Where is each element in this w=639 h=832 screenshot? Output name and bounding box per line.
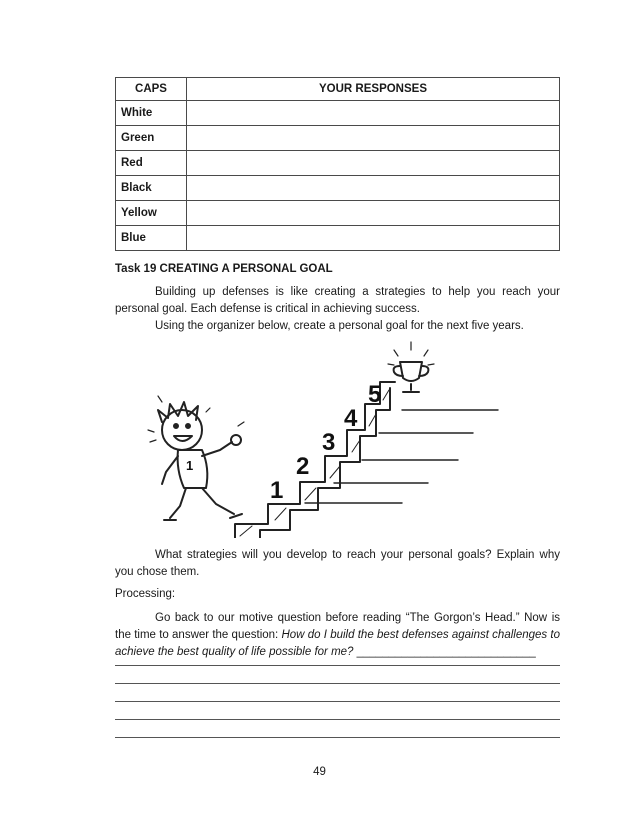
motive-question: How do I build the best defenses against challenges to achieve the best quality of life possible for me?: [115, 629, 560, 658]
answer-line[interactable]: [115, 684, 560, 702]
response-cell[interactable]: [187, 151, 560, 176]
answer-line[interactable]: [115, 720, 560, 738]
responses-header: YOUR RESPONSES: [187, 78, 560, 101]
cap-label: Red: [116, 151, 187, 176]
step-number-2: 2: [296, 453, 310, 480]
answer-blank: ____________________________: [356, 646, 536, 658]
step-number-5: 5: [368, 381, 382, 408]
step-number-1: 1: [270, 477, 284, 504]
task-paragraph-1: Building up defenses is like creating a strategies to help you reach your personal goal. Each defense is critical in achieving success.: [115, 286, 560, 315]
question-paragraph: What strategies will you develop to reach your personal goals? Explain why you chose them.: [115, 549, 560, 578]
processing-label: Processing:: [115, 588, 176, 600]
answer-lines: [115, 648, 560, 738]
shirt-number: 1: [186, 458, 194, 473]
caps-table-header-row: [116, 78, 560, 101]
answer-line[interactable]: [115, 648, 560, 666]
step-number-3: 3: [322, 429, 336, 456]
answer-line[interactable]: [115, 666, 560, 684]
task-title: Task 19 CREATING A PERSONAL GOAL: [115, 263, 333, 275]
staircase-goal-illustration: [140, 338, 510, 538]
step-number-4: 4: [344, 405, 358, 432]
response-cell[interactable]: [187, 101, 560, 126]
response-cell[interactable]: [187, 226, 560, 251]
response-cell[interactable]: [187, 201, 560, 226]
table-row: [116, 101, 560, 126]
table-row: [116, 226, 560, 251]
cap-label: White: [116, 101, 187, 126]
response-cell[interactable]: [187, 126, 560, 151]
cap-label: Black: [116, 176, 187, 201]
table-row: [116, 176, 560, 201]
response-cell[interactable]: [187, 176, 560, 201]
caps-table: [115, 77, 560, 251]
table-row: [116, 126, 560, 151]
cap-label: Green: [116, 126, 187, 151]
table-row: [116, 151, 560, 176]
caps-header: CAPS: [116, 78, 187, 101]
page-number: 49: [313, 766, 326, 778]
processing-text: Go back to our motive question before reading “The Gorgon’s Head.” Now is the time to answer the question:: [115, 612, 560, 641]
task-paragraph-2: Using the organizer below, create a personal goal for the next five years.: [155, 320, 524, 332]
cap-label: Yellow: [116, 201, 187, 226]
table-row: [116, 201, 560, 226]
cap-label: Blue: [116, 226, 187, 251]
answer-line[interactable]: [115, 702, 560, 720]
